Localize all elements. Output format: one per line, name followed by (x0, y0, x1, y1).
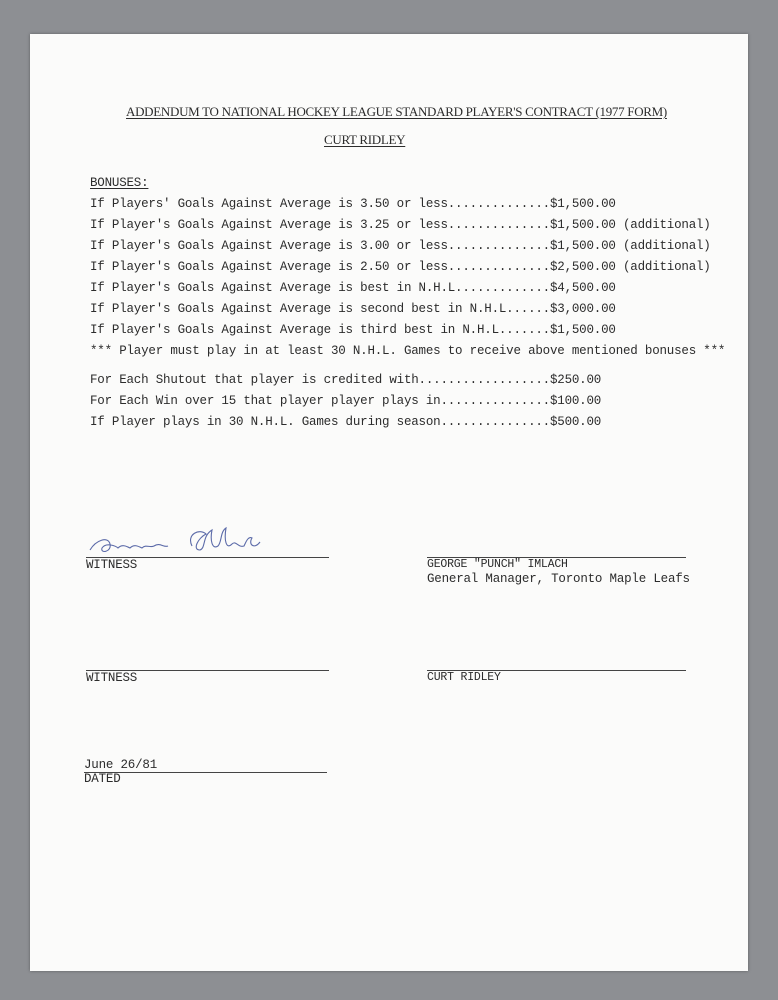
games-requirement-note: *** Player must play in at least 30 N.H.L. Games to receive above mentioned bonuses *** (90, 344, 726, 358)
extra-bonus-line: For Each Shutout that player is credited with..................$250.00 (90, 373, 602, 387)
bonus-line: If Player's Goals Against Average is best in N.H.L.............$4,500.00 (90, 281, 616, 295)
dated-label: DATED (84, 772, 121, 786)
bonus-line: If Player's Goals Against Average is 2.50 or less..............$2,500.00 (additional) (90, 260, 711, 274)
gm-title: General Manager, Toronto Maple Leafs (427, 572, 690, 586)
bonus-line: If Player's Goals Against Average is second best in N.H.L......$3,000.00 (90, 302, 616, 316)
gm-name: GEORGE "PUNCH" IMLACH (427, 558, 568, 571)
date-value: June 26/81 (84, 758, 158, 772)
witness-label-2: WITNESS (86, 671, 138, 685)
document-title: ADDENDUM TO NATIONAL HOCKEY LEAGUE STANDARD PLAYER'S CONTRACT (1977 FORM) (126, 104, 667, 119)
bonus-line: If Player's Goals Against Average is 3.00 or less..............$1,500.00 (additional) (90, 239, 711, 253)
player-signature-label: CURT RIDLEY (427, 671, 501, 684)
bonus-line: If Player's Goals Against Average is 3.25 or less..............$1,500.00 (additional) (90, 218, 711, 232)
extra-bonus-line: If Player plays in 30 N.H.L. Games during season...............$500.00 (90, 415, 602, 429)
bonuses-heading: BONUSES: (90, 176, 149, 190)
bonus-line: If Players' Goals Against Average is 3.50 or less..............$1,500.00 (90, 197, 616, 211)
player-name-heading: CURT RIDLEY (324, 132, 406, 147)
witness-signature (88, 524, 278, 560)
witness-label: WITNESS (86, 558, 138, 572)
contract-page (30, 34, 748, 971)
extra-bonus-line: For Each Win over 15 that player player plays in...............$100.00 (90, 394, 602, 408)
bonus-line: If Player's Goals Against Average is third best in N.H.L.......$1,500.00 (90, 323, 616, 337)
